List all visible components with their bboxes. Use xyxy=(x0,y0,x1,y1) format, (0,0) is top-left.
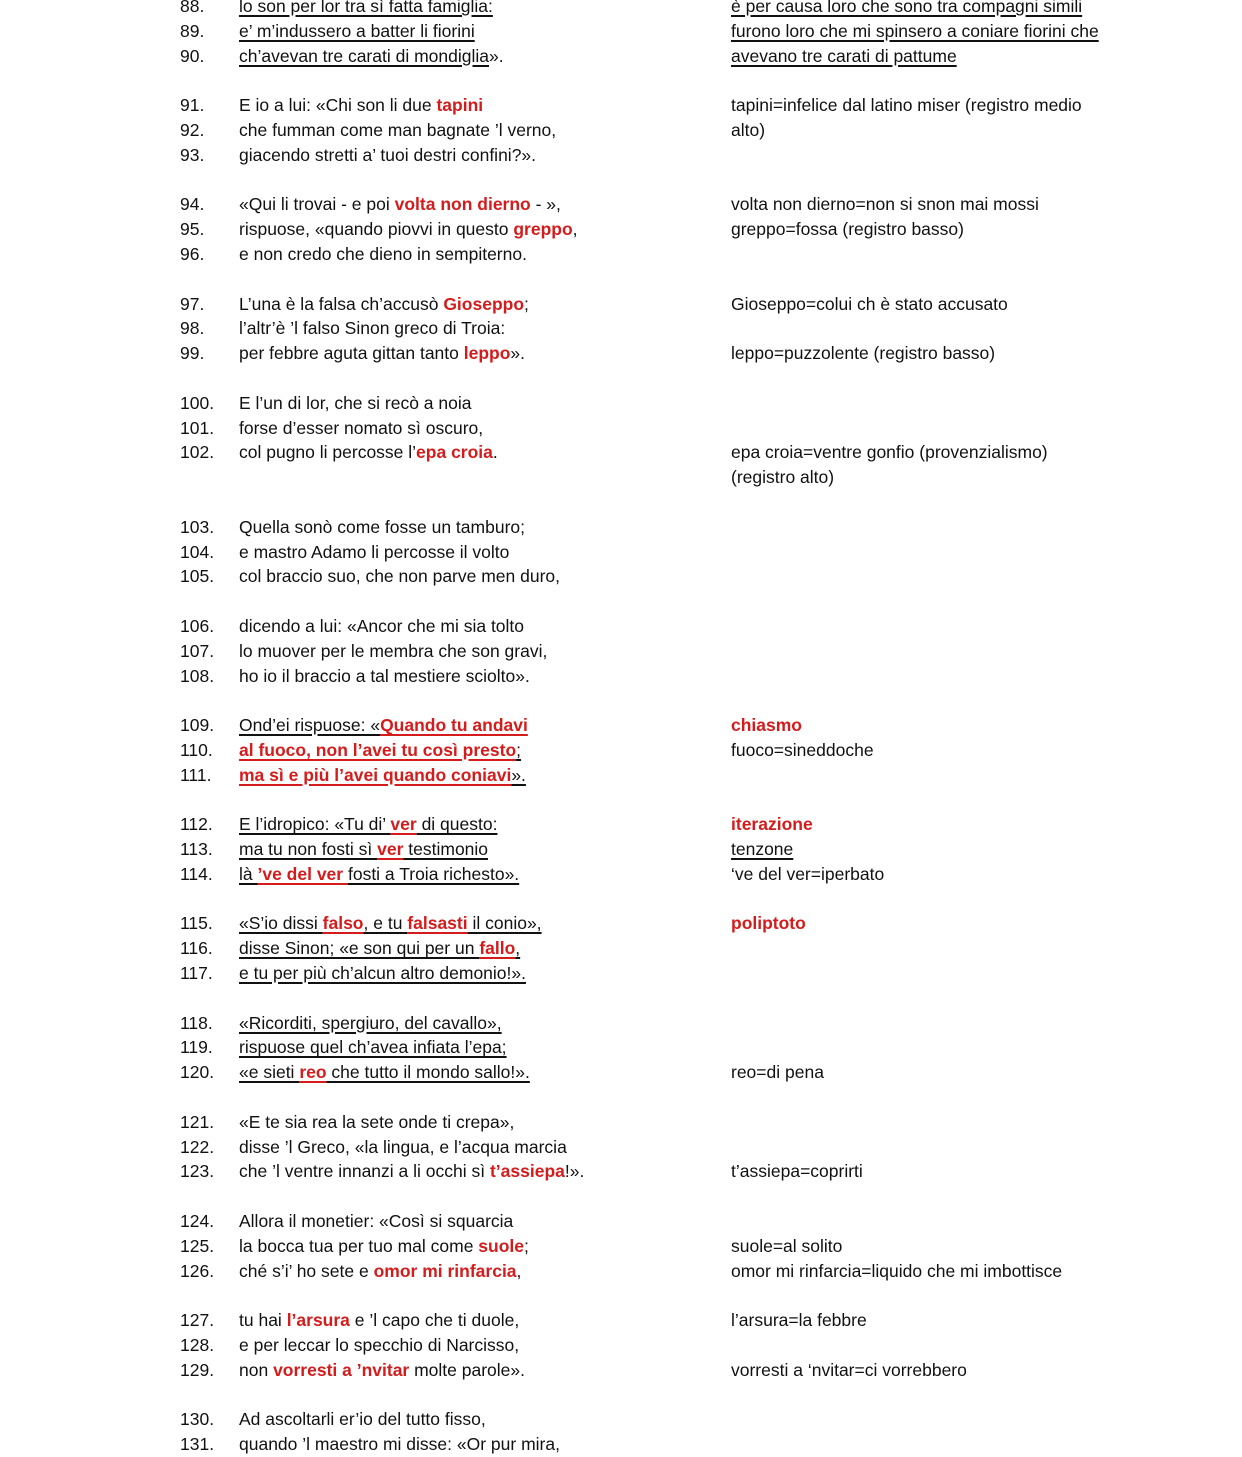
verse-text xyxy=(239,292,529,317)
verse-text xyxy=(239,1259,521,1284)
text-segment: «e sieti xyxy=(239,1062,300,1083)
verse-text xyxy=(239,763,526,788)
stanza-gap xyxy=(0,1283,1242,1308)
stanza xyxy=(0,0,1242,68)
verse-row xyxy=(0,1135,1242,1160)
text-segment: t’assiepa=coprirti xyxy=(731,1161,863,1182)
text-segment: la bocca tua per tuo mal come xyxy=(239,1235,479,1256)
text-segment: . xyxy=(492,442,498,463)
verse-row xyxy=(0,217,1242,242)
stanza-gap xyxy=(0,267,1242,292)
verse-row xyxy=(0,118,1242,143)
line-number: 111. xyxy=(180,764,212,785)
stanza-gap xyxy=(0,589,1242,614)
verse-text xyxy=(239,1358,525,1383)
line-number: 106. xyxy=(180,615,215,636)
text-segment: quando ’l maestro mi disse: «Or pur mira, xyxy=(239,1434,560,1455)
verse-row xyxy=(0,292,1242,317)
annotation xyxy=(731,93,1082,118)
text-segment: tenzone xyxy=(731,839,794,860)
line-number: 128. xyxy=(180,1335,215,1356)
stanza-gap xyxy=(0,1085,1242,1110)
verse-row xyxy=(0,1110,1242,1135)
annotation xyxy=(731,837,793,862)
line-number: 131. xyxy=(180,1434,215,1455)
text-segment: ; xyxy=(516,739,522,760)
verse-row xyxy=(0,0,1242,19)
text-segment: ». xyxy=(511,764,526,785)
text-segment: che ’l ventre innanzi a li occhi sì xyxy=(239,1161,490,1182)
annotation xyxy=(731,1159,863,1184)
stanza-gap xyxy=(0,366,1242,391)
verse-text xyxy=(239,1135,567,1160)
annotation xyxy=(731,862,884,887)
text-segment: tu hai xyxy=(239,1310,287,1331)
line-number: 117. xyxy=(180,963,213,984)
text-segment: ; xyxy=(524,293,529,314)
text-segment: che tutto il mondo sallo!». xyxy=(326,1062,530,1083)
verse-row xyxy=(0,540,1242,565)
text-segment: , e tu xyxy=(363,913,408,934)
text-segment: ché s’i’ ho sete e xyxy=(239,1260,374,1281)
verse-text xyxy=(239,19,475,44)
line-number: 103. xyxy=(180,516,215,537)
text-segment: rispuose, «quando piovvi in questo xyxy=(239,219,514,240)
highlighted-term: Quando tu andavi xyxy=(380,715,528,736)
annotation xyxy=(731,440,1048,465)
verse-row xyxy=(0,44,1242,69)
verse-row xyxy=(0,564,1242,589)
verse-text xyxy=(239,713,528,738)
verse-row xyxy=(0,341,1242,366)
verse-row xyxy=(0,465,1242,490)
verse-row xyxy=(0,837,1242,862)
verse-text xyxy=(239,143,536,168)
verse-row xyxy=(0,961,1242,986)
verse-text xyxy=(239,911,542,936)
line-number: 101. xyxy=(180,417,215,438)
annotation xyxy=(731,465,834,490)
stanza-gap xyxy=(0,1184,1242,1209)
verse-text xyxy=(239,1110,514,1135)
stanza xyxy=(0,391,1242,490)
verse-row xyxy=(0,391,1242,416)
verse-text xyxy=(239,1407,486,1432)
verse-text xyxy=(239,862,519,887)
verse-row xyxy=(0,1159,1242,1184)
verse-row xyxy=(0,440,1242,465)
highlighted-term: epa croia xyxy=(416,442,493,463)
annotation xyxy=(731,0,1082,19)
highlighted-term: omor mi rinfarcia xyxy=(373,1260,517,1281)
verse-text xyxy=(239,93,483,118)
text-segment: lo muover per le membra che son gravi, xyxy=(239,640,548,661)
text-segment: l’arsura=la febbre xyxy=(731,1310,867,1331)
verse-row xyxy=(0,19,1242,44)
verse-row xyxy=(0,1358,1242,1383)
text-segment: Quella sonò come fosse un tamburo; xyxy=(239,516,525,537)
stanza-gap xyxy=(0,788,1242,813)
highlighted-term: falsasti xyxy=(407,913,468,934)
text-segment: !». xyxy=(564,1161,585,1182)
annotation xyxy=(731,1259,1062,1284)
text-segment: là xyxy=(239,863,258,884)
verse-text xyxy=(239,1011,502,1036)
verse-text xyxy=(239,118,556,143)
text-segment: «S’io dissi xyxy=(239,913,323,934)
stanza-gap xyxy=(0,1383,1242,1408)
verse-row xyxy=(0,664,1242,689)
text-segment: alto) xyxy=(731,119,766,140)
line-number: 118. xyxy=(180,1012,213,1033)
text-segment: ; xyxy=(524,1235,529,1256)
verse-text xyxy=(239,0,493,19)
annotation xyxy=(731,713,802,738)
verse-text xyxy=(239,1333,519,1358)
annotation xyxy=(731,1358,967,1383)
stanza xyxy=(0,614,1242,688)
line-number: 102. xyxy=(180,442,215,463)
line-number: 99. xyxy=(180,343,205,364)
text-segment: testimonio xyxy=(403,839,489,860)
verse-row xyxy=(0,936,1242,961)
verse-row xyxy=(0,1234,1242,1259)
text-segment: E l’un di lor, che si recò a noia xyxy=(239,392,472,413)
stanza xyxy=(0,1110,1242,1184)
annotation xyxy=(731,118,765,143)
text-segment: molte parole». xyxy=(409,1359,525,1380)
text-segment: «Ricorditi, spergiuro, del cavallo», xyxy=(239,1012,502,1033)
highlighted-term: chiasmo xyxy=(731,715,802,736)
annotation xyxy=(731,292,1008,317)
highlighted-term: fallo xyxy=(479,938,516,959)
line-number: 122. xyxy=(180,1136,215,1157)
verse-row xyxy=(0,1011,1242,1036)
text-segment: L’una è la falsa ch’accusò xyxy=(239,293,444,314)
highlighted-term: ma sì e più l’avei quando coniavi xyxy=(239,764,512,785)
verse-row xyxy=(0,515,1242,540)
annotation xyxy=(731,1060,824,1085)
verse-text xyxy=(239,564,560,589)
verse-text xyxy=(239,1035,507,1060)
text-segment: l’altr’è ’l falso Sinon greco di Troia: xyxy=(239,318,506,339)
highlighted-term: volta non dierno xyxy=(394,194,531,215)
stanza-gap xyxy=(0,887,1242,912)
text-segment: lo son per lor tra sì fatta famiglia: xyxy=(239,0,493,16)
verse-row xyxy=(0,1209,1242,1234)
line-number: 94. xyxy=(180,194,205,215)
verse-text xyxy=(239,664,530,689)
line-number: 121. xyxy=(180,1111,215,1132)
text-segment: col pugno li percosse l’ xyxy=(239,442,417,463)
text-segment: il conio», xyxy=(467,913,542,934)
line-number: 93. xyxy=(180,144,205,165)
line-number: 104. xyxy=(180,541,215,562)
verse-row xyxy=(0,1308,1242,1333)
text-segment: dicendo a lui: «Ancor che mi sia tolto xyxy=(239,615,525,636)
verse-text xyxy=(239,242,527,267)
verse-row xyxy=(0,1407,1242,1432)
text-segment: di questo: xyxy=(416,814,498,835)
verse-row xyxy=(0,639,1242,664)
text-segment: disse ’l Greco, «la lingua, e l’acqua marcia xyxy=(239,1136,567,1157)
line-number: 91. xyxy=(180,95,205,116)
verse-row xyxy=(0,1060,1242,1085)
verse-text xyxy=(239,217,578,242)
line-number: 116. xyxy=(180,938,213,959)
text-segment: che fumman come man bagnate ’l verno, xyxy=(239,119,557,140)
line-number: 115. xyxy=(180,913,213,934)
text-segment: Ond’ei rispuose: « xyxy=(239,715,381,736)
verse-row xyxy=(0,143,1242,168)
highlighted-term: poliptoto xyxy=(731,913,806,934)
text-segment: «Qui li trovai - e poi xyxy=(239,194,395,215)
verse-row xyxy=(0,1259,1242,1284)
line-number: 88. xyxy=(180,0,205,16)
text-segment: e non credo che dieno in sempiterno. xyxy=(239,243,527,264)
stanza-gap xyxy=(0,490,1242,515)
verse-row xyxy=(0,1035,1242,1060)
highlighted-term: t’assiepa xyxy=(489,1161,565,1182)
text-segment: «E te sia rea la sete onde ti crepa», xyxy=(239,1111,515,1132)
verse-text xyxy=(239,936,520,961)
text-segment: e ’l capo che ti duole, xyxy=(349,1310,520,1331)
verse-row xyxy=(0,614,1242,639)
highlighted-term: Gioseppo xyxy=(443,293,525,314)
annotation xyxy=(731,192,1039,217)
text-segment: (registro alto) xyxy=(731,467,835,488)
verse-text xyxy=(239,1308,519,1333)
text-segment: e per leccar lo specchio di Narcisso, xyxy=(239,1335,520,1356)
text-segment: disse Sinon; «e son qui per un xyxy=(239,938,480,959)
text-segment: e tu per più ch’alcun altro demonio!». xyxy=(239,963,526,984)
annotation xyxy=(731,911,806,936)
text-segment: fosti a Troia richesto». xyxy=(347,863,520,884)
text-segment: ». xyxy=(489,45,504,66)
line-number: 108. xyxy=(180,665,215,686)
stanza xyxy=(0,515,1242,589)
highlighted-term: leppo xyxy=(463,343,511,364)
stanza-gap xyxy=(0,688,1242,713)
line-number: 109. xyxy=(180,715,215,736)
verse-text xyxy=(239,540,509,565)
verse-row xyxy=(0,911,1242,936)
annotation xyxy=(731,217,964,242)
stanza-gap xyxy=(0,986,1242,1011)
verse-text xyxy=(239,812,497,837)
verse-row xyxy=(0,316,1242,341)
highlighted-term: ver xyxy=(390,814,417,835)
text-segment: Allora il monetier: «Così si squarcia xyxy=(239,1211,514,1232)
stanza xyxy=(0,911,1242,985)
line-number: 98. xyxy=(180,318,205,339)
verse-row xyxy=(0,763,1242,788)
verse-text xyxy=(239,1432,560,1457)
text-segment: furono loro che mi spinsero a coniare fiorini che xyxy=(731,20,1099,41)
annotation xyxy=(731,1308,867,1333)
line-number: 95. xyxy=(180,219,205,240)
line-number: 113. xyxy=(180,839,213,860)
highlighted-term: ’ve del ver xyxy=(257,863,348,884)
line-number: 120. xyxy=(180,1062,215,1083)
verse-text xyxy=(239,44,504,69)
stanza xyxy=(0,713,1242,787)
verse-text xyxy=(239,1060,530,1085)
text-segment: vorresti a ‘nvitar=ci vorrebbero xyxy=(731,1359,967,1380)
verse-text xyxy=(239,391,472,416)
highlighted-term: al fuoco, non l’avei tu così presto xyxy=(239,739,517,760)
text-segment: fuoco=sineddoche xyxy=(731,739,874,760)
verse-row xyxy=(0,416,1242,441)
line-number: 105. xyxy=(180,566,215,587)
verse-text xyxy=(239,1159,584,1184)
line-number: 123. xyxy=(180,1161,215,1182)
text-segment: ‘ve del ver=iperbato xyxy=(731,863,885,884)
verse-text xyxy=(239,515,525,540)
text-segment: reo=di pena xyxy=(731,1062,824,1083)
text-segment: ch’avevan tre carati di mondiglia xyxy=(239,45,489,66)
highlighted-term: tapini xyxy=(436,95,484,116)
text-segment: giacendo stretti a’ tuoi destri confini?». xyxy=(239,144,537,165)
highlighted-term: greppo xyxy=(513,219,573,240)
text-segment: E l’idropico: «Tu di’ xyxy=(239,814,391,835)
verse-row xyxy=(0,242,1242,267)
highlighted-term: ver xyxy=(377,839,404,860)
text-segment: Gioseppo=colui ch è stato accusato xyxy=(731,293,1008,314)
verse-text xyxy=(239,341,525,366)
text-segment: e mastro Adamo li percosse il volto xyxy=(239,541,510,562)
annotation xyxy=(731,1234,842,1259)
verse-text xyxy=(239,639,547,664)
highlighted-term: l’arsura xyxy=(286,1310,350,1331)
verse-row xyxy=(0,713,1242,738)
text-segment: volta non dierno=non si snon mai mossi xyxy=(731,194,1039,215)
stanza xyxy=(0,192,1242,266)
verse-text xyxy=(239,837,488,862)
text-segment: ho io il braccio a tal mestiere sciolto». xyxy=(239,665,530,686)
verse-text xyxy=(239,1209,513,1234)
text-segment: forse d’esser nomato sì oscuro, xyxy=(239,417,484,438)
verse-row xyxy=(0,1432,1242,1457)
annotation xyxy=(731,738,874,763)
verse-text xyxy=(239,961,526,986)
verse-text xyxy=(239,738,521,763)
line-number: 107. xyxy=(180,640,215,661)
verse-row xyxy=(0,192,1242,217)
line-number: 89. xyxy=(180,20,205,41)
stanza xyxy=(0,1011,1242,1085)
verse-row xyxy=(0,93,1242,118)
line-number: 96. xyxy=(180,243,205,264)
text-segment: e’ m’indussero a batter li fiorini xyxy=(239,20,475,41)
text-segment: suole=al solito xyxy=(731,1235,843,1256)
line-number: 90. xyxy=(180,45,205,66)
text-segment: tapini=infelice dal latino miser (registro medio xyxy=(731,95,1082,116)
line-number: 114. xyxy=(180,863,213,884)
verse-text xyxy=(239,1234,529,1259)
highlighted-term: suole xyxy=(478,1235,525,1256)
verse-text xyxy=(239,316,505,341)
stanza xyxy=(0,812,1242,886)
text-segment: E io a lui: «Chi son li due xyxy=(239,95,437,116)
annotation xyxy=(731,19,1099,44)
verse-text xyxy=(239,416,483,441)
highlighted-term: reo xyxy=(299,1062,327,1083)
stanza xyxy=(0,1209,1242,1283)
verse-text xyxy=(239,440,498,465)
text-segment: ma tu non fosti sì xyxy=(239,839,378,860)
verse-row xyxy=(0,862,1242,887)
text-segment: , xyxy=(572,219,578,240)
line-number: 100. xyxy=(180,392,215,413)
stanza-gap xyxy=(0,168,1242,193)
line-number: 125. xyxy=(180,1235,215,1256)
text-segment: per febbre aguta gittan tanto xyxy=(239,343,464,364)
text-segment: col braccio suo, che non parve men duro, xyxy=(239,566,561,587)
annotation xyxy=(731,44,957,69)
verse-text xyxy=(239,614,524,639)
text-segment: leppo=puzzolente (registro basso) xyxy=(731,343,996,364)
line-number: 127. xyxy=(180,1310,215,1331)
line-number: 110. xyxy=(180,739,213,760)
annotation xyxy=(731,341,995,366)
text-segment: è per causa loro che sono tra compagni simili xyxy=(731,0,1083,16)
line-number: 124. xyxy=(180,1211,215,1232)
text-segment: rispuose quel ch’avea infiata l’epa; xyxy=(239,1037,507,1058)
highlighted-term: falso xyxy=(322,913,364,934)
stanza xyxy=(0,1308,1242,1382)
text-segment: - », xyxy=(530,194,561,215)
stanza-gap xyxy=(0,68,1242,93)
highlighted-term: iterazione xyxy=(731,814,813,835)
highlighted-term: vorresti a ’nvitar xyxy=(273,1359,410,1380)
verse-row xyxy=(0,738,1242,763)
line-number: 129. xyxy=(180,1359,215,1380)
line-number: 112. xyxy=(180,814,213,835)
text-segment: non xyxy=(239,1359,274,1380)
stanza xyxy=(0,93,1242,167)
line-number: 126. xyxy=(180,1260,215,1281)
annotation xyxy=(731,812,813,837)
text-segment: ». xyxy=(510,343,526,364)
stanza xyxy=(0,292,1242,366)
text-segment: , xyxy=(516,1260,522,1281)
text-segment: epa croia=ventre gonfio (provenzialismo) xyxy=(731,442,1048,463)
verse-row xyxy=(0,1333,1242,1358)
text-segment: Ad ascoltarli er’io del tutto fisso, xyxy=(239,1409,486,1430)
text-segment: , xyxy=(515,938,521,959)
stanza xyxy=(0,1407,1242,1457)
verse-row xyxy=(0,812,1242,837)
line-number: 97. xyxy=(180,293,205,314)
text-segment: avevano tre carati di pattume xyxy=(731,45,957,66)
text-segment: greppo=fossa (registro basso) xyxy=(731,219,964,240)
text-segment: omor mi rinfarcia=liquido che mi imbottisce xyxy=(731,1260,1063,1281)
line-number: 119. xyxy=(180,1037,213,1058)
verse-text xyxy=(239,192,561,217)
line-number: 92. xyxy=(180,119,205,140)
line-number: 130. xyxy=(180,1409,215,1430)
